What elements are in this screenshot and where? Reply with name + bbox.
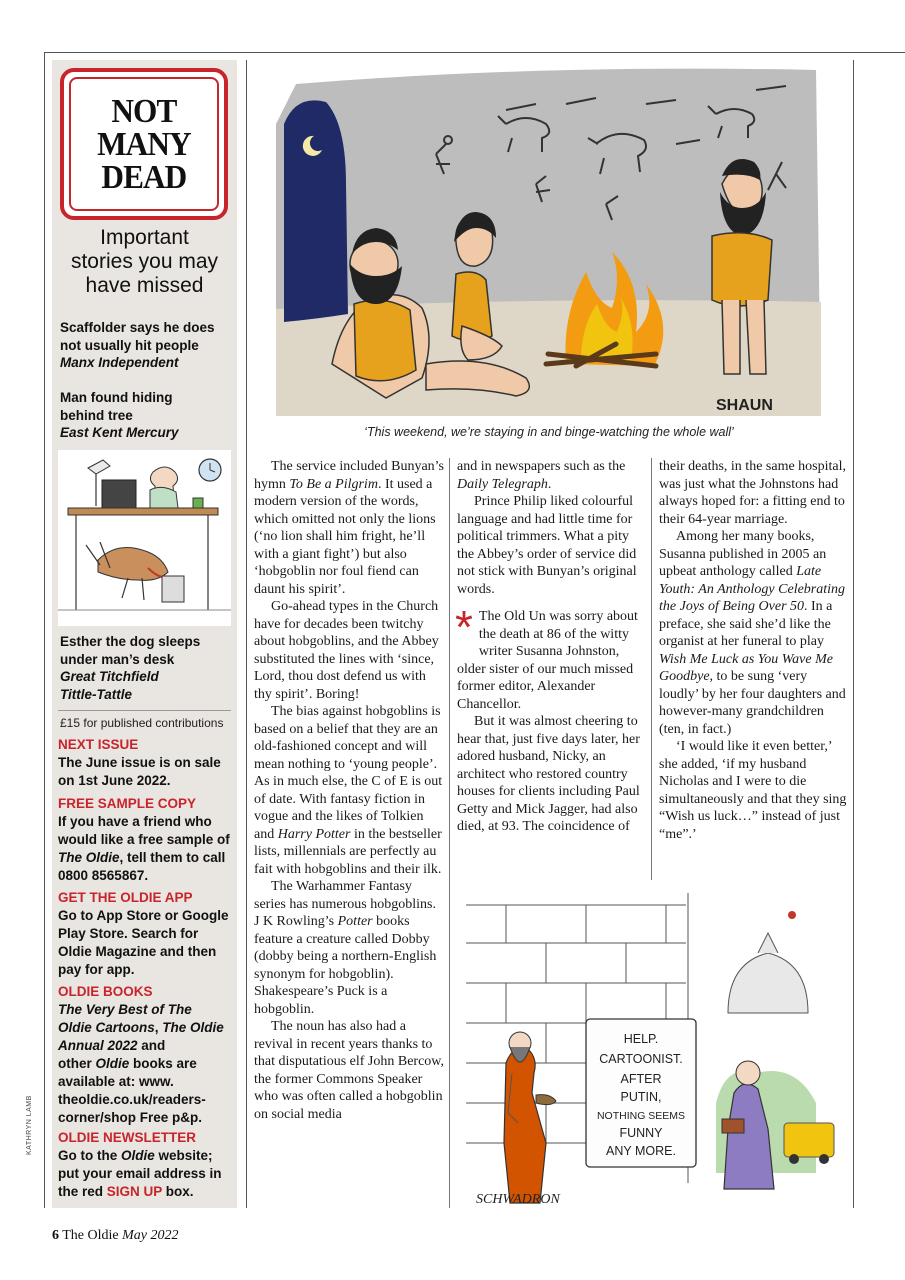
col2-para-3: * The Old Un was sorry about the death at 86 of the witty writer Susanna Johnston, older sister of our much missed former editor, Alexander Chancellor.	[455, 601, 638, 712]
sign-line-5: NOTHING SEEMS	[596, 1110, 686, 1122]
next-issue-heading: NEXT ISSUE	[58, 737, 139, 752]
oldie-books-body: The Very Best of The Oldie Cartoons, The Oldie Annual 2022 and other Oldie books are available at: www. theoldie.co.uk/readers- corner/shop Free p&p.	[58, 1002, 224, 1125]
oldie-app-heading: GET THE OLDIE APP	[58, 890, 193, 905]
sidebar-not-many-dead	[52, 60, 237, 1208]
cave-cartoon	[276, 64, 821, 416]
sign-line-7: ANY MORE.	[606, 1144, 676, 1158]
col2-para-2: Prince Philip liked colourful language and had little time for political trimmers. What a pity the Abbey’s order of service did not stick with Bunyan’s original words.	[457, 494, 637, 597]
newsletter-heading: OLDIE NEWSLETTER	[58, 1130, 196, 1145]
sign-line-4: PUTIN,	[620, 1090, 662, 1104]
col1-para-2: Go-ahead types in the Church have for decades been twitchy about hobgoblins, and the Abbey substituted the lines with ‘since, Lord, thou dost defend us with thy spirit’. Boring!	[254, 599, 439, 702]
frame-right-line	[853, 60, 854, 1208]
illustrator-credit: KATHRYN LAMB	[26, 1095, 33, 1155]
dog-under-desk-cartoon	[58, 450, 231, 626]
story-scaffolder: Scaffolder says he does not usually hit people Manx Independent	[60, 320, 215, 370]
frame-left-line	[44, 52, 45, 1208]
stamp-title: NOT MANY DEAD	[97, 92, 191, 196]
article-column-3	[659, 458, 849, 843]
col1-para-5: The noun has also had a revival in recent years thanks to that disputatious elf John Bercow, the former Commons Speaker who was often called a hobgoblin on social media	[254, 1019, 445, 1122]
section-asterisk-icon: *	[455, 601, 473, 653]
issue-date: May 2022	[122, 1228, 179, 1243]
col1-para-4: The Warhammer Fantasy series has numerous hobgoblins. J K Rowling’s Potter books feature a creature called Dobby (dobby being a northern-English synonym for hobgoblin). Shakespeare’s Puck is a hobgoblin.	[254, 879, 437, 1017]
cartoon-signature: SHAUN	[716, 397, 773, 414]
sidebar-rule	[58, 710, 231, 711]
story-esther-dog: Esther the dog sleeps under man’s desk Great Titchfield Tittle-Tattle	[60, 634, 201, 702]
col1-para-1: The service included Bunyan’s hymn To Be a Pilgrim. It used a modern version of the words, which omitted not only the lions (‘no lion shall him fright, he’ll with a giant fight’) but also ‘hobgoblin nor foul fiend can daunt his spirit’.	[254, 459, 445, 597]
oldie-app-body: Go to App Store or Google Play Store. Search for Oldie Magazine and then pay for app.	[58, 908, 229, 977]
col3-para-3: ‘I would like it even better,’ she added, ‘if my husband Nicholas and I were to die simultaneously and that they sing “Wish us luck…” instead of just “me”.’	[659, 739, 847, 842]
free-sample-body: If you have a friend who would like a free sample of The Oldie, tell them to call 0800 8565867.	[58, 814, 230, 883]
column-divider-2	[651, 458, 652, 880]
oldie-books-heading: OLDIE BOOKS	[58, 984, 153, 999]
page-number: 6	[52, 1228, 59, 1243]
page-footer	[52, 1228, 179, 1244]
cartoon-caption: ‘This weekend, we’re staying in and binge-watching the whole wall’	[364, 425, 734, 439]
sign-line-6: FUNNY	[619, 1126, 663, 1140]
cartoonist-putin-cartoon	[466, 893, 840, 1207]
col1-para-3: The bias against hobgoblins is based on a belief that they are an old-fashioned concept and will mean nothing to ‘young people’. As in much else, the C of E is out of date. With fantasy fiction in vogue and the likes of Tolkien and Harry Potter in the bestseller lists, millennials are perfectly au fait with hobgoblins and their ilk.	[254, 704, 443, 877]
article-column-1	[254, 458, 444, 1123]
sidebar-heading: Important stories you may have missed	[70, 226, 219, 297]
article-column-2	[457, 458, 647, 836]
frame-sidebar-divider	[246, 60, 247, 1208]
sign-up-link[interactable]: SIGN UP	[106, 1184, 163, 1199]
col2-para-4: But it was almost cheering to hear that, just five days later, her adored husband, Nicky, an architect who restored country houses for clients including Paul Getty and Mick Jagger, had also died, at 93. The coincidence of	[457, 714, 640, 834]
col3-para-1: their deaths, in the same hospital, was just what the Johnstons had always hoped for: a fitting end to their 64-year marriage.	[659, 459, 847, 527]
sign-line-2: CARTOONIST.	[599, 1052, 683, 1066]
magazine-name: The Oldie	[62, 1228, 119, 1243]
newsletter-body: Go to the Oldie website; put your email address in the red SIGN UP box.	[58, 1148, 222, 1199]
frame-top-line	[44, 52, 905, 53]
not-many-dead-stamp	[60, 68, 228, 220]
sign-line-1: HELP.	[623, 1032, 659, 1046]
sign-line-3: AFTER	[620, 1072, 662, 1086]
free-sample-heading: FREE SAMPLE COPY	[58, 796, 197, 811]
story-man-hiding: Man found hiding behind tree East Kent Mercury	[60, 390, 179, 440]
payment-note: £15 for published contributions	[60, 716, 224, 730]
column-divider-1	[449, 458, 450, 1208]
col2-para-1: and in newspapers such as the Daily Telegraph.	[457, 459, 626, 492]
col3-para-2: Among her many books, Susanna published in 2005 an upbeat anthology called Late Youth: An Anthology Celebrating the Joys of Being Over 50. In a preface, she said she’d like the organist at her funeral to play Wish Me Luck as You Wave Me Goodbye, to be sung ‘very loudly’ by her four daughters and however-many grandchildren (ten, in fact.)	[659, 529, 846, 737]
cartoon2-signature: SCHWADRON	[476, 1192, 560, 1207]
next-issue-body: The June issue is on sale on 1st June 2022.	[58, 755, 221, 788]
